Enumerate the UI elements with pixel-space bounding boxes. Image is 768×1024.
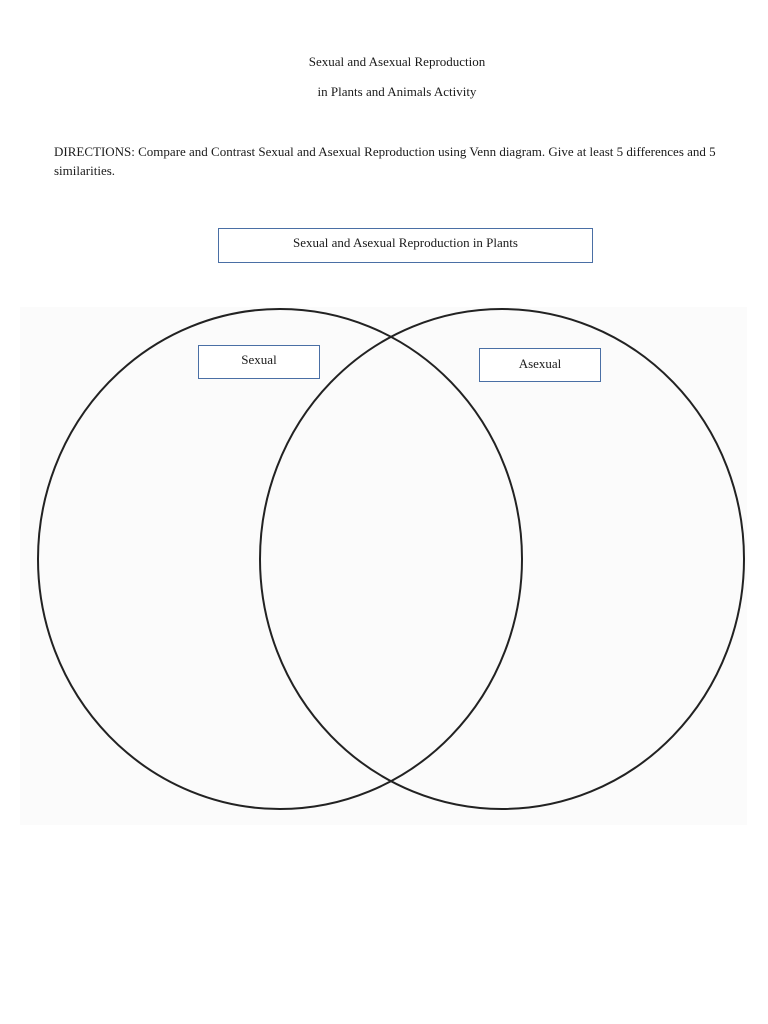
- worksheet-title-line-2: in Plants and Animals Activity: [317, 84, 477, 99]
- asexual-label-box: [479, 348, 601, 382]
- venn-title-label: Sexual and Asexual Reproduction in Plants: [293, 235, 518, 250]
- asexual-label: Asexual: [518, 356, 562, 371]
- sexual-label: Sexual: [241, 352, 277, 367]
- venn-circle-asexual: [260, 309, 744, 809]
- venn-circle-sexual: [38, 309, 522, 809]
- worksheet-title-line-1: Sexual and Asexual Reproduction: [308, 54, 486, 69]
- sexual-label-box: [198, 345, 320, 379]
- directions-text: DIRECTIONS: Compare and Contrast Sexual and Asexual Reproduction using Venn diagram. Give at least 5 differences and 5 similarities.: [54, 144, 716, 178]
